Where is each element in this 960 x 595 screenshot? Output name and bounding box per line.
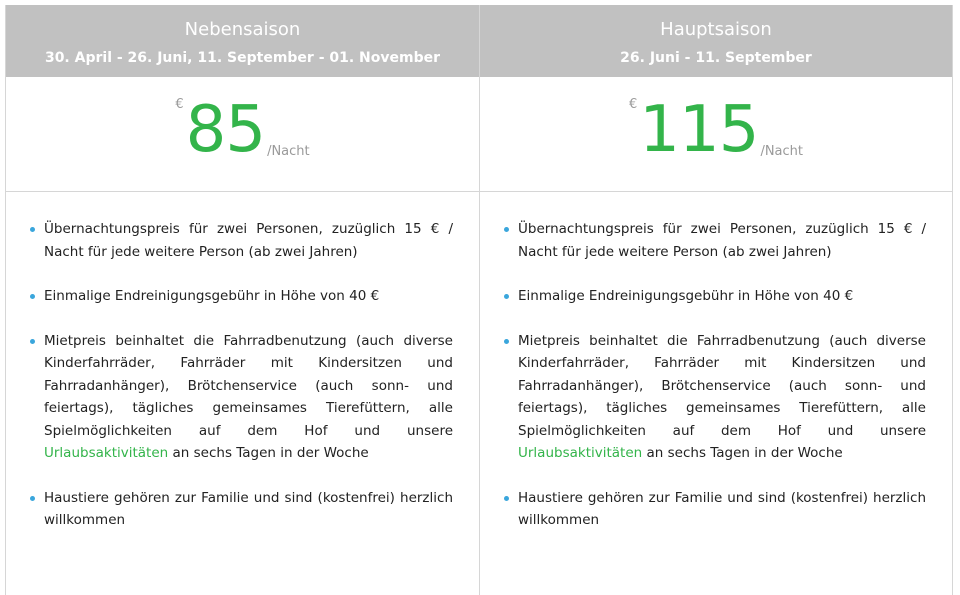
- feature-item: Einmalige Endreinigungsgebühr in Höhe von 40 €: [518, 285, 926, 308]
- price-unit: /Nacht: [267, 144, 310, 159]
- feature-item: Übernachtungspreis für zwei Personen, zuzüglich 15 € / Nacht für jede weitere Person (ab zwei Jahren): [518, 218, 926, 263]
- column-header: [6, 5, 479, 77]
- price-block: [6, 77, 479, 192]
- price-amount: 115: [639, 93, 759, 167]
- feature-item: Haustiere gehören zur Familie und sind (kostenfrei) herzlich willkommen: [44, 487, 453, 532]
- price-block: [480, 77, 952, 192]
- season-name: Nebensaison: [184, 19, 301, 40]
- pricing-column-nebensaison: [6, 5, 479, 595]
- price-unit: /Nacht: [760, 144, 803, 159]
- feature-text: an sechs Tagen in der Woche: [642, 445, 843, 461]
- price-amount: 85: [185, 93, 266, 167]
- feature-list: [518, 218, 926, 532]
- currency-symbol: €: [629, 97, 638, 112]
- season-dates: 26. Juni - 11. September: [620, 50, 812, 66]
- pricing-table: [5, 5, 953, 595]
- feature-text: Mietpreis beinhaltet die Fahrradbenutzung (auch diverse Kinderfahrräder, Fahrräder mit Kindersitzen und Fahrradanhänger), Brötchenservice (auch sonn- und feiertags), tägliches gemeinsames Tierefüttern, alle Spielmöglichkeiten auf dem Hof und unsere: [44, 332, 453, 439]
- features-body: [480, 192, 952, 554]
- feature-item: [44, 330, 453, 465]
- pricing-column-hauptsaison: [479, 5, 952, 595]
- urlaubsaktivitaeten-link[interactable]: Urlaubsaktivitäten: [44, 445, 169, 461]
- feature-text: Mietpreis beinhaltet die Fahrradbenutzung (auch diverse Kinderfahrräder, Fahrräder mit Kindersitzen und Fahrradanhänger), Brötchenservice (auch sonn- und feiertags), tägliches gemeinsames Tierefüttern, alle Spielmöglichkeiten auf dem Hof und unsere: [518, 332, 926, 439]
- feature-item: Übernachtungspreis für zwei Personen, zuzüglich 15 € / Nacht für jede weitere Person (ab zwei Jahren): [44, 218, 453, 263]
- feature-item: Haustiere gehören zur Familie und sind (kostenfrei) herzlich willkommen: [518, 487, 926, 532]
- feature-text: an sechs Tagen in der Woche: [168, 445, 369, 461]
- currency-symbol: €: [175, 97, 184, 112]
- feature-list: [44, 218, 453, 532]
- feature-item: [518, 330, 926, 465]
- season-name: Hauptsaison: [660, 19, 772, 40]
- column-header: [480, 5, 952, 77]
- urlaubsaktivitaeten-link[interactable]: Urlaubsaktivitäten: [518, 445, 643, 461]
- feature-item: Einmalige Endreinigungsgebühr in Höhe von 40 €: [44, 285, 453, 308]
- features-body: [6, 192, 479, 554]
- season-dates: 30. April - 26. Juni, 11. September - 01. November: [44, 50, 441, 66]
